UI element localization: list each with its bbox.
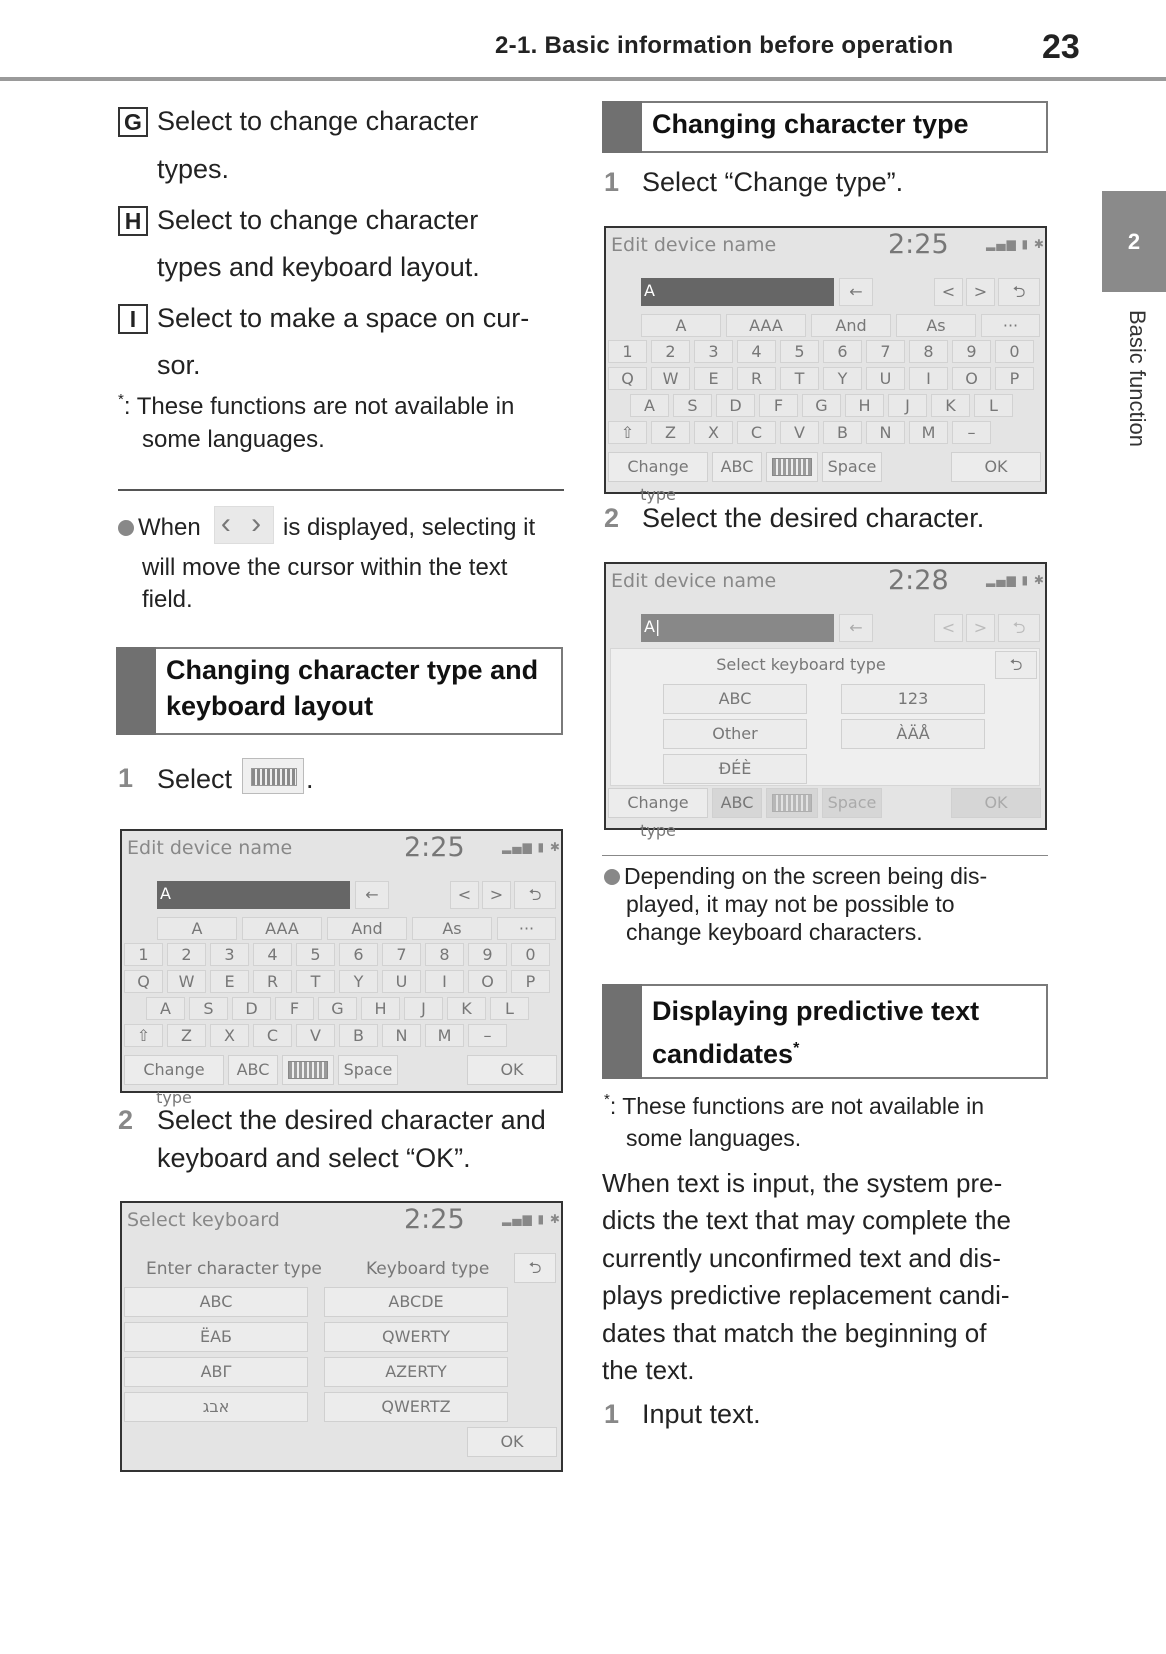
paragraph-line: dicts the text that may complete the [602, 1205, 1011, 1236]
undo-icon[interactable]: ⮌ [514, 881, 556, 909]
character-type-option[interactable]: ЁАБ [124, 1322, 308, 1352]
key[interactable]: E [210, 970, 249, 993]
more-icon[interactable]: ··· [497, 917, 556, 940]
keyboard-screenshot-left [120, 829, 563, 1107]
text-input-field[interactable]: A [641, 278, 834, 306]
type-key[interactable]: And [811, 314, 891, 337]
left-step2-number: 2 [118, 1105, 134, 1135]
paragraph-line: currently unconfirmed text and dis- [602, 1242, 1001, 1273]
keyboard-layout-button [766, 788, 818, 818]
screen-clock: 2:25 [404, 832, 465, 863]
cursor-arrows-icon: ‹ › [214, 506, 274, 544]
key[interactable]: 9 [952, 340, 991, 363]
key[interactable]: X [210, 1024, 249, 1047]
right-divider [602, 855, 1048, 856]
key[interactable]: 5 [296, 943, 335, 966]
ok-button[interactable]: OK [951, 452, 1041, 482]
left-divider [118, 489, 564, 491]
change-type-button[interactable]: Change type [608, 452, 708, 482]
space-button[interactable]: Space [338, 1055, 398, 1085]
cursor-left-icon: < [934, 614, 963, 642]
key[interactable]: K [447, 997, 486, 1020]
key[interactable]: A [146, 997, 185, 1020]
section-header-character-type [602, 101, 1048, 153]
status-icons: ▂▄▆ ▮ ✱ [502, 840, 561, 854]
text-input-field[interactable]: A| [641, 614, 834, 642]
key[interactable]: F [759, 394, 798, 417]
key[interactable]: L [974, 394, 1013, 417]
screen-title: Edit device name [611, 234, 777, 256]
key[interactable]: K [931, 394, 970, 417]
key[interactable]: I [909, 367, 948, 390]
key[interactable]: 2 [167, 943, 206, 966]
key[interactable]: U [866, 367, 905, 390]
section-title-line2-text: candidates [652, 1038, 794, 1069]
right-step3-number: 1 [604, 1399, 620, 1429]
select-keyboard-screenshot [120, 1201, 563, 1472]
keyboard-layout-button[interactable] [282, 1055, 334, 1085]
key[interactable]: V [780, 421, 819, 444]
keyboard-type-option[interactable]: ABCDE [324, 1287, 508, 1317]
screen-clock: 2:25 [404, 1204, 465, 1235]
key[interactable]: T [296, 970, 335, 993]
key[interactable]: S [673, 394, 712, 417]
key[interactable]: H [845, 394, 884, 417]
key[interactable]: G [318, 997, 357, 1020]
right-note-line1 [604, 862, 987, 890]
key[interactable]: 4 [737, 340, 776, 363]
keyboard-icon [772, 458, 812, 476]
key[interactable]: 9 [468, 943, 507, 966]
key[interactable]: S [189, 997, 228, 1020]
type-key[interactable]: AAA [726, 314, 806, 337]
backspace-icon[interactable]: ← [355, 881, 389, 909]
keyboard-type-option[interactable]: AZERTY [324, 1357, 508, 1387]
screen-title: Select keyboard [127, 1209, 280, 1231]
character-type-option[interactable]: ΑΒΓ [124, 1357, 308, 1387]
keyboard-icon [772, 794, 812, 812]
item-g-line2: types. [157, 154, 230, 184]
select-type-screenshot [604, 562, 1047, 840]
key[interactable]: 0 [995, 340, 1034, 363]
key[interactable]: 7 [866, 340, 905, 363]
letter-box-g: G [118, 107, 148, 137]
cursor-right-icon[interactable]: > [482, 881, 511, 909]
type-key[interactable]: AAA [242, 917, 322, 940]
character-type-option-selected[interactable]: ABC [124, 1287, 308, 1317]
item-i-line1: Select to make a space on cur- [157, 303, 530, 333]
abc-button[interactable]: ABC [228, 1055, 278, 1085]
key[interactable]: D [716, 394, 755, 417]
key[interactable]: Z [651, 421, 690, 444]
abc-button[interactable]: ABC [712, 452, 762, 482]
left-step1-number: 1 [118, 763, 134, 793]
left-note-rest1: is displayed, selecting it [283, 514, 536, 541]
left-note-when: When [138, 514, 201, 541]
footnote-sup: * [793, 1039, 800, 1057]
key[interactable]: F [275, 997, 314, 1020]
section-header-bar [602, 984, 642, 1079]
item-h-line2: types and keyboard layout. [157, 252, 480, 282]
key[interactable]: – [952, 421, 991, 444]
paragraph-line: dates that match the beginning of [602, 1317, 987, 1348]
left-step1-text: Select [157, 764, 233, 794]
left-step1-tail: . [306, 764, 314, 794]
key[interactable]: 6 [823, 340, 862, 363]
key[interactable]: – [468, 1024, 507, 1047]
cursor-left-icon[interactable]: < [934, 278, 963, 306]
header-title: 2-1. Basic information before operation [495, 32, 954, 59]
key[interactable]: I [425, 970, 464, 993]
key[interactable]: B [823, 421, 862, 444]
header-rule [0, 77, 1166, 81]
section-header-predictive [602, 984, 1048, 1079]
right-note [604, 862, 987, 946]
letter-box-h: H [118, 206, 148, 236]
key[interactable]: 1 [124, 943, 163, 966]
key[interactable]: W [651, 367, 690, 390]
ok-button[interactable]: OK [467, 1427, 557, 1457]
key[interactable]: P [995, 367, 1034, 390]
keyboard-type-option[interactable]: ÀÄÅ [841, 719, 985, 749]
cursor-left-icon[interactable]: < [450, 881, 479, 909]
screen-title: Edit device name [611, 570, 777, 592]
key[interactable]: O [468, 970, 507, 993]
section-header-type-and-layout [116, 647, 563, 735]
key[interactable]: C [737, 421, 776, 444]
key[interactable]: Y [339, 970, 378, 993]
section-title-predictive [652, 990, 1038, 1075]
keyboard-type-option-selected[interactable]: QWERTY [324, 1322, 508, 1352]
keyboard-layout-button[interactable] [766, 452, 818, 482]
key[interactable]: G [802, 394, 841, 417]
paragraph-line: When text is input, the system pre- [602, 1168, 1003, 1198]
left-note-line3: field. [142, 586, 193, 613]
key[interactable]: P [511, 970, 550, 993]
paragraph-line: the text. [602, 1355, 695, 1386]
space-button[interactable]: Space [822, 452, 882, 482]
type-key[interactable]: As [412, 917, 492, 940]
right-note-line1-text: Depending on the screen being dis- [624, 863, 988, 889]
right-footnote-mark: * [604, 1091, 610, 1108]
keyboard-screenshot-right [604, 226, 1047, 504]
space-button: Space [822, 788, 882, 818]
key[interactable]: 6 [339, 943, 378, 966]
undo-icon[interactable]: ⮌ [998, 278, 1040, 306]
keyboard-type-option[interactable]: QWERTZ [324, 1392, 508, 1422]
status-icons: ▂▄▆ ▮ ✱ [986, 573, 1045, 587]
left-step2-line1: Select the desired character and [157, 1105, 546, 1135]
key[interactable]: E [694, 367, 733, 390]
bullet-icon [118, 520, 134, 536]
key[interactable]: 2 [651, 340, 690, 363]
chapter-tab: 2 [1102, 191, 1166, 292]
text-input-field[interactable]: A [157, 881, 350, 909]
key[interactable]: L [490, 997, 529, 1020]
left-footnote [118, 390, 514, 422]
key[interactable]: U [382, 970, 421, 993]
screen-title: Edit device name [127, 837, 293, 859]
type-key[interactable]: A [641, 314, 721, 337]
character-type-heading: Enter character type [146, 1259, 322, 1279]
key[interactable]: 3 [210, 943, 249, 966]
section-header-bar [602, 101, 642, 153]
key[interactable]: M [909, 421, 948, 444]
key[interactable]: 3 [694, 340, 733, 363]
keyboard-type-option[interactable]: 123 [841, 684, 985, 714]
right-footnote-line1: : These functions are not available in [609, 1093, 985, 1119]
section-title-type-and-layout [166, 653, 553, 724]
key[interactable]: D [232, 997, 271, 1020]
key[interactable]: M [425, 1024, 464, 1047]
key[interactable]: Z [167, 1024, 206, 1047]
shift-icon[interactable]: ⇧ [124, 1024, 163, 1047]
cursor-right-icon[interactable]: > [966, 278, 995, 306]
status-icons: ▂▄▆ ▮ ✱ [986, 237, 1045, 251]
left-footnote-line1: : These functions are not available in [123, 393, 515, 420]
right-step1-number: 1 [604, 167, 620, 197]
character-type-option[interactable]: אבג [124, 1392, 308, 1422]
key[interactable]: O [952, 367, 991, 390]
more-icon[interactable]: ··· [981, 314, 1040, 337]
screen-clock: 2:25 [888, 229, 949, 260]
key[interactable]: Q [124, 970, 163, 993]
change-type-button[interactable]: Change type [124, 1055, 224, 1085]
change-type-button[interactable]: Change type [608, 788, 708, 818]
key[interactable]: R [737, 367, 776, 390]
keyboard-icon [242, 758, 304, 794]
key[interactable]: V [296, 1024, 335, 1047]
key[interactable]: C [253, 1024, 292, 1047]
popup-title: Select keyboard type [716, 655, 886, 674]
left-note-line1 [118, 512, 201, 543]
keyboard-icon [288, 1061, 328, 1079]
undo-icon[interactable]: ⮌ [514, 1253, 556, 1283]
predictive-paragraph [602, 1165, 1011, 1389]
right-note-line2: played, it may not be possible to [626, 891, 955, 918]
key[interactable]: 8 [425, 943, 464, 966]
key[interactable]: A [630, 394, 669, 417]
section-title-line1: Displaying predictive text [652, 996, 980, 1026]
left-note-line2: will move the cursor within the text [142, 554, 508, 581]
section-title-line2 [652, 1033, 1038, 1076]
type-key[interactable]: And [327, 917, 407, 940]
section-header-bar [116, 647, 156, 735]
key[interactable]: W [167, 970, 206, 993]
item-g-line1: Select to change character [157, 106, 479, 136]
cursor-right-icon: > [966, 614, 995, 642]
paragraph-line: plays predictive replacement candi- [602, 1280, 1010, 1311]
shift-icon[interactable]: ⇧ [608, 421, 647, 444]
key[interactable]: B [339, 1024, 378, 1047]
key[interactable]: J [404, 997, 443, 1020]
key[interactable]: 4 [253, 943, 292, 966]
type-key[interactable]: A [157, 917, 237, 940]
right-step3-text: Input text. [642, 1399, 761, 1429]
item-h-line1: Select to change character [157, 205, 479, 235]
keyboard-type-option[interactable]: ĐÉÈ [663, 754, 807, 784]
item-i-line2: sor. [157, 350, 201, 380]
key[interactable]: 5 [780, 340, 819, 363]
key[interactable]: 8 [909, 340, 948, 363]
left-footnote-line2: some languages. [142, 426, 325, 453]
keyboard-type-option-selected[interactable]: ABC [663, 684, 807, 714]
left-step2-line2: keyboard and select “OK”. [157, 1143, 471, 1173]
ok-button: OK [951, 788, 1041, 818]
undo-icon: ⮌ [998, 614, 1040, 642]
undo-icon[interactable]: ⮌ [995, 651, 1037, 679]
key[interactable]: 0 [511, 943, 550, 966]
status-icons: ▂▄▆ ▮ ✱ [502, 1212, 561, 1226]
keyboard-type-option[interactable]: Other [663, 719, 807, 749]
key[interactable]: Y [823, 367, 862, 390]
letter-box-i: I [118, 304, 148, 334]
bullet-icon [604, 869, 620, 885]
section-title-line2: keyboard layout [166, 690, 374, 721]
section-title-character-type: Changing character type [652, 109, 969, 139]
key[interactable]: 1 [608, 340, 647, 363]
key[interactable]: H [361, 997, 400, 1020]
key[interactable]: J [888, 394, 927, 417]
chapter-label: Basic function [1125, 310, 1150, 447]
keyboard-type-heading: Keyboard type [366, 1259, 490, 1279]
abc-button: ABC [712, 788, 762, 818]
key[interactable]: T [780, 367, 819, 390]
keyboard-icon-grid [251, 768, 297, 786]
right-footnote-line2: some languages. [626, 1125, 802, 1151]
key[interactable]: R [253, 970, 292, 993]
key[interactable]: N [866, 421, 905, 444]
key[interactable]: N [382, 1024, 421, 1047]
right-step1-text: Select “Change type”. [642, 167, 904, 197]
screen-clock: 2:28 [888, 565, 949, 596]
key[interactable]: Q [608, 367, 647, 390]
page-number: 23 [1042, 28, 1080, 66]
key[interactable]: 7 [382, 943, 421, 966]
keyboard-type-popup [610, 648, 1040, 786]
ok-button[interactable]: OK [467, 1055, 557, 1085]
backspace-icon: ← [839, 614, 873, 642]
right-step2-number: 2 [604, 503, 620, 533]
section-title-line1: Changing character type and [166, 655, 539, 685]
backspace-icon[interactable]: ← [839, 278, 873, 306]
right-footnote [604, 1090, 984, 1122]
key[interactable]: X [694, 421, 733, 444]
type-key[interactable]: As [896, 314, 976, 337]
left-footnote-mark: * [118, 391, 124, 408]
right-step2-text: Select the desired character. [642, 503, 985, 533]
right-note-line3: change keyboard characters. [626, 919, 923, 946]
